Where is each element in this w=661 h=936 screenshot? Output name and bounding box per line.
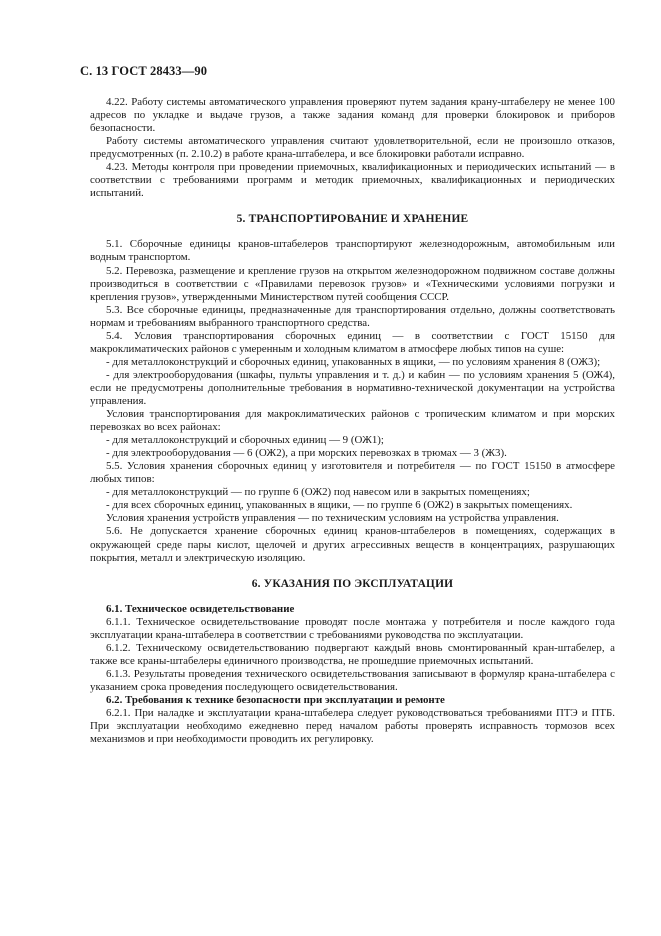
paragraph: 6.1.3. Результаты проведения технического освидетельствования записывают в формуляр крана-штабелера с указанием срока проведения последующего освидетельствования. bbox=[90, 667, 615, 693]
paragraph: Условия хранения устройств управления — по техническим условиям на устройства управления. bbox=[106, 512, 559, 525]
document-body bbox=[90, 96, 615, 746]
paragraph: Условия транспортирования для макроклиматических районов с тропическим климатом и при морских перевозках во всех районах: bbox=[90, 408, 615, 434]
paragraph: 4.22. Работу системы автоматического управления проверяют путем задания крану-штабелеру не менее 100 адресов по укладке и выдаче грузов, а также задания команд для проверки блокировок и приборов безопасности. bbox=[90, 96, 615, 135]
section-5-heading: 5. ТРАНСПОРТИРОВАНИЕ И ХРАНЕНИЕ bbox=[236, 213, 469, 226]
paragraph: 5.6. Не допускается хранение сборочных единиц кранов-штабелеров в помещениях, содержащих в окружающей среде пары кислот, щелочей и других агрессивных веществ в концентрациях, разрушающих покрытия, металл и электрическую изоляцию. bbox=[90, 525, 615, 564]
subsection-heading: 6.1. Техническое освидетельствование bbox=[106, 602, 295, 615]
list-item: - для всех сборочных единиц, упакованных в ящики, — по группе 6 (ОЖ2) в закрытых помещениях. bbox=[106, 499, 573, 512]
paragraph: 5.3. Все сборочные единицы, предназначенные для транспортирования отдельно, должны соответствовать нормам и требованиям выбранного транспортного средства. bbox=[90, 303, 615, 329]
list-item: - для электрооборудования — 6 (ОЖ2), а при морских перевозках в трюмах — 3 (Ж3). bbox=[106, 447, 507, 460]
paragraph: 5.1. Сборочные единицы кранов-штабелеров транспортируют железнодорожным, автомобильным или водным транспортом. bbox=[90, 238, 615, 264]
section-6-heading: 6. УКАЗАНИЯ ПО ЭКСПЛУАТАЦИИ bbox=[251, 577, 454, 590]
paragraph: 6.1.1. Техническое освидетельствование проводят после монтажа у потребителя и после каждого года эксплуатации крана-штабелера в соответствии с требованиями руководства по эксплуатации. bbox=[90, 615, 615, 641]
list-item: - для металлоконструкций и сборочных единиц, упакованных в ящики, — по условиям хранения 8 (ОЖ3); bbox=[106, 355, 601, 368]
paragraph: 4.23. Методы контроля при проведении приемочных, квалификационных и периодических испытаний — в соответствии с требованиями программ и методик приемочных, квалификационных и периодических испытаний. bbox=[90, 161, 615, 200]
page-header: С. 13 ГОСТ 28433—90 bbox=[80, 64, 208, 78]
paragraph: Работу системы автоматического управления считают удовлетворительной, если не произошло отказов, предусмотренных (п. 2.10.2) в работе крана-штабелера, и все блокировки работали исправно. bbox=[90, 135, 615, 161]
paragraph: 5.2. Перевозка, размещение и крепление грузов на открытом железнодорожном подвижном составе должны производиться в соответствии с «Правилами перевозок грузов» и «Техническими условиями погрузки и крепления грузов», утвержденными Министерством путей сообщения СССР. bbox=[90, 264, 615, 303]
paragraph: 6.2.1. При наладке и эксплуатации крана-штабелера следует руководствоваться требованиями ПТЭ и ПТБ. При эксплуатации необходимо ежедневно перед началом работы проверять исправность тормозов всех механизмов и при необходимости проводить их регулировку. bbox=[90, 707, 615, 746]
list-item: - для металлоконструкций и сборочных единиц — 9 (ОЖ1); bbox=[106, 434, 384, 447]
list-item: - для электрооборудования (шкафы, пульты управления и т. д.) и кабин — по условиям хранения 5 (ОЖ4), если не предусмотрены дополнительные требования в нормативно-технической документации на устройства управления. bbox=[90, 368, 615, 407]
paragraph: 6.1.2. Техническому освидетельствованию подвергают каждый вновь смонтированный кран-штабелер, а также все краны-штабелеры единичного производства, не прошедшие приемочных испытаний. bbox=[90, 641, 615, 667]
paragraph: 5.4. Условия транспортирования сборочных единиц — в соответствии с ГОСТ 15150 для макроклиматических районов с умеренным и холодным климатом в атмосфере любых типов на суше: bbox=[90, 329, 615, 355]
paragraph: 5.5. Условия хранения сборочных единиц у изготовителя и потребителя — по ГОСТ 15150 в атмосфере любых типов: bbox=[90, 460, 615, 486]
subsection-heading: 6.2. Требования к технике безопасности при эксплуатации и ремонте bbox=[106, 693, 445, 706]
list-item: - для металлоконструкций — по группе 6 (ОЖ2) под навесом или в закрытых помещениях; bbox=[106, 486, 530, 499]
